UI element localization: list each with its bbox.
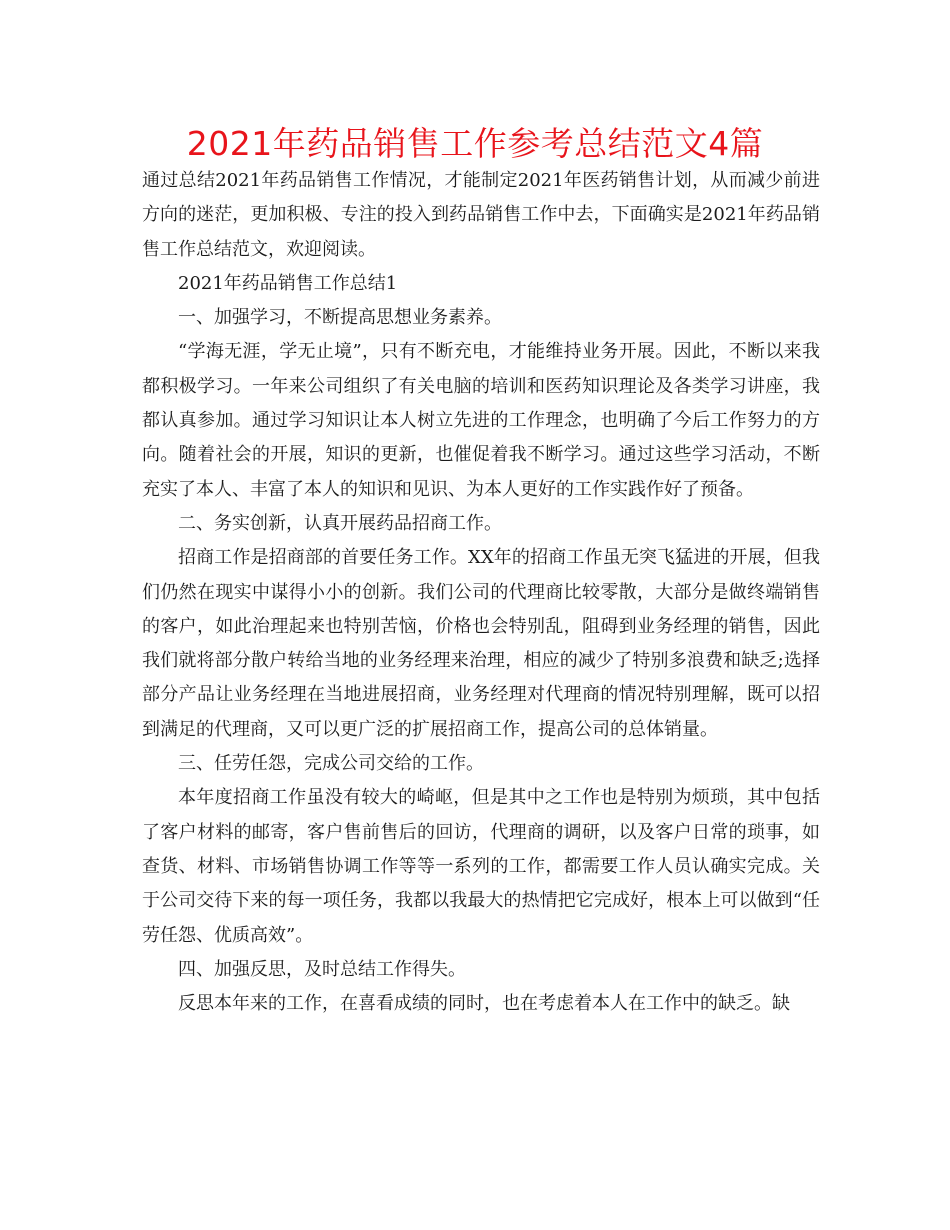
document-title: 2021年药品销售工作参考总结范文4篇 xyxy=(186,124,764,163)
body-paragraph-2: 招商工作是招商部的首要任务工作。XX年的招商工作虽无突飞猛进的开展，但我们仍然在现实中谋得小小的创新。我们公司的代理商比较零散，大部分是做终端销售的客户，如此治理起来也特别苦恼，价格也会特别乱，阻碍到业务经理的销售，因此我们就将部分散户转给当地的业务经理来治理，相应的减少了特别多浪费和缺乏;选择部分产品让业务经理在当地进展招商，业务经理对代理商的情况特别理解，既可以招到满足的代理商，又可以更广泛的扩展招商工作，提高公司的总体销量。 xyxy=(142,547,820,740)
body-paragraph-1: “学海无涯，学无止境”，只有不断充电，才能维持业务开展。因此，不断以来我都积极学习。一年来公司组织了有关电脑的培训和医药知识理论及各类学习讲座，我都认真参加。通过学习知识让本人树立先进的工作理念，也明确了今后工作努力的方向。随着社会的开展，知识的更新，也催促着我不断学习。通过这些学习活动，不断充实了本人、丰富了本人的知识和见识、为本人更好的工作实践作好了预备。 xyxy=(142,341,820,500)
subheading-2: 二、务实创新，认真开展药品招商工作。 xyxy=(178,512,502,534)
subheading-4: 四、加强反思，及时总结工作得失。 xyxy=(178,958,466,980)
document-body xyxy=(142,164,820,1021)
subheading-3: 三、任劳任怨，完成公司交给的工作。 xyxy=(178,753,484,775)
subheading-1: 一、加强学习，不断提高思想业务素养。 xyxy=(178,307,502,329)
intro-paragraph: 通过总结2021年药品销售工作情况，才能制定2021年医药销售计划，从而减少前进方向的迷茫，更加积极、专注的投入到药品销售工作中去，下面确实是2021年药品销售工作总结范文，欢迎阅读。 xyxy=(142,170,820,260)
body-paragraph-3: 本年度招商工作虽没有较大的崎岖，但是其中之工作也是特别为烦琐，其中包括了客户材料的邮寄，客户售前售后的回访，代理商的调研，以及客户日常的琐事，如查货、材料、市场销售协调工作等等一系列的工作，都需要工作人员认确实完成。关于公司交待下来的每一项任务，我都以我最大的热情把它完成好，根本上可以做到“任劳任怨、优质高效”。 xyxy=(142,787,820,946)
section-heading: 2021年药品销售工作总结1 xyxy=(178,272,398,294)
body-paragraph-4: 反思本年来的工作，在喜看成绩的同时，也在考虑着本人在工作中的缺乏。缺 xyxy=(178,993,790,1015)
